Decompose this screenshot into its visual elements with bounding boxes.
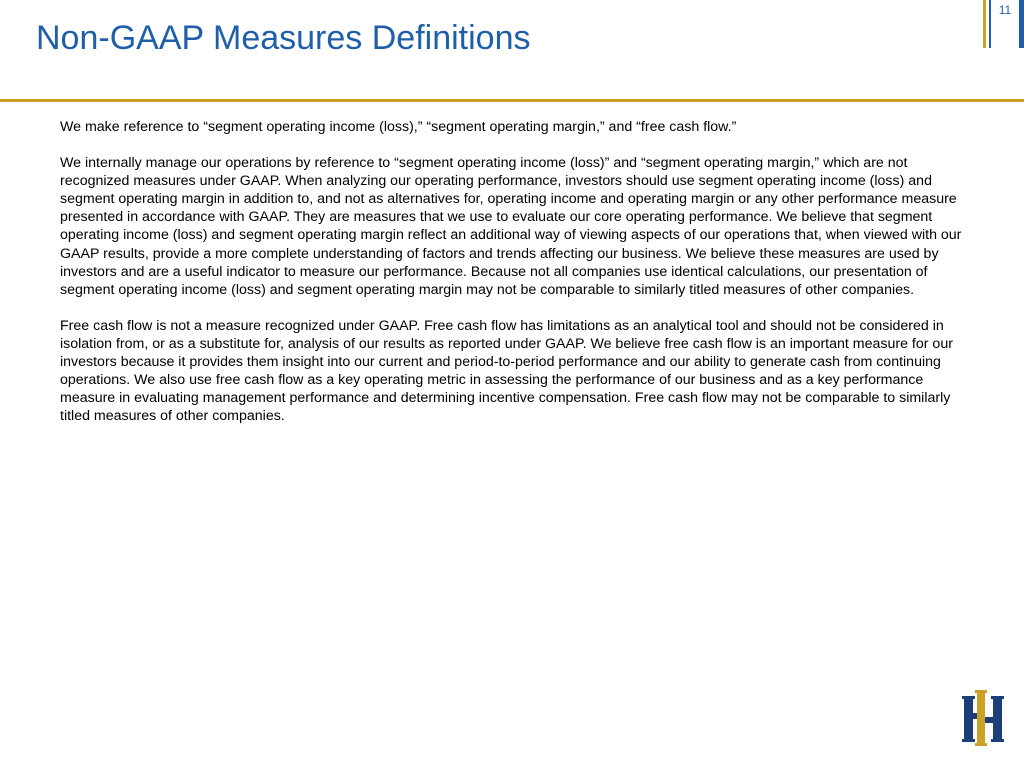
page-marker-gold-bar [983, 0, 986, 48]
title-divider [0, 99, 1024, 102]
free-cash-flow-paragraph: Free cash flow is not a measure recognized under GAAP. Free cash flow has limitations as an analytical tool and should not be considered in isolation from, or as a substitute for, analysis of our results as reported under GAAP. We believe free cash flow is an important measure for our investors because it provides them insight into our current and period-to-period performance and our ability to generate cash from continuing operations. We also use free cash flow as a key operating metric in assessing the performance of our business and as a key performance measure in evaluating management performance and determining incentive compensation. Free cash flow may not be comparable to similarly titled measures of other companies. [60, 317, 953, 425]
company-logo [962, 690, 1006, 748]
hh-monogram-logo-icon [962, 690, 1006, 748]
page-marker [983, 0, 1024, 48]
definitions-body [60, 118, 980, 443]
slide-title: Non-GAAP Measures Definitions [36, 19, 531, 57]
segment-operating-paragraph: We internally manage our operations by reference to “segment operating income (loss)” and “segment operating margin,” which are not recognized measures under GAAP. When analyzing our operating performance, investors should use segment operating income (loss) and segment operating margin in addition to, and not as alternatives for, operating income and operating margin or any other performance measure presented in accordance with GAAP. They are measures that we use to evaluate our core operating performance. We believe that segment operating income (loss) and segment operating margin reflect an additional way of viewing aspects of our operations that, when viewed with our GAAP results, provide a more complete understanding of factors and trends affecting our business. We believe these measures are used by investors and are a useful indicator to measure our performance. Because not all companies use identical calculations, our presentation of segment operating income (loss) and segment operating margin may not be comparable to similarly titled measures of other companies. [60, 155, 962, 298]
intro-paragraph: We make reference to “segment operating income (loss),” “segment operating margin,” and “free cash flow.” [60, 119, 737, 135]
page-number: 11 [998, 3, 1012, 17]
